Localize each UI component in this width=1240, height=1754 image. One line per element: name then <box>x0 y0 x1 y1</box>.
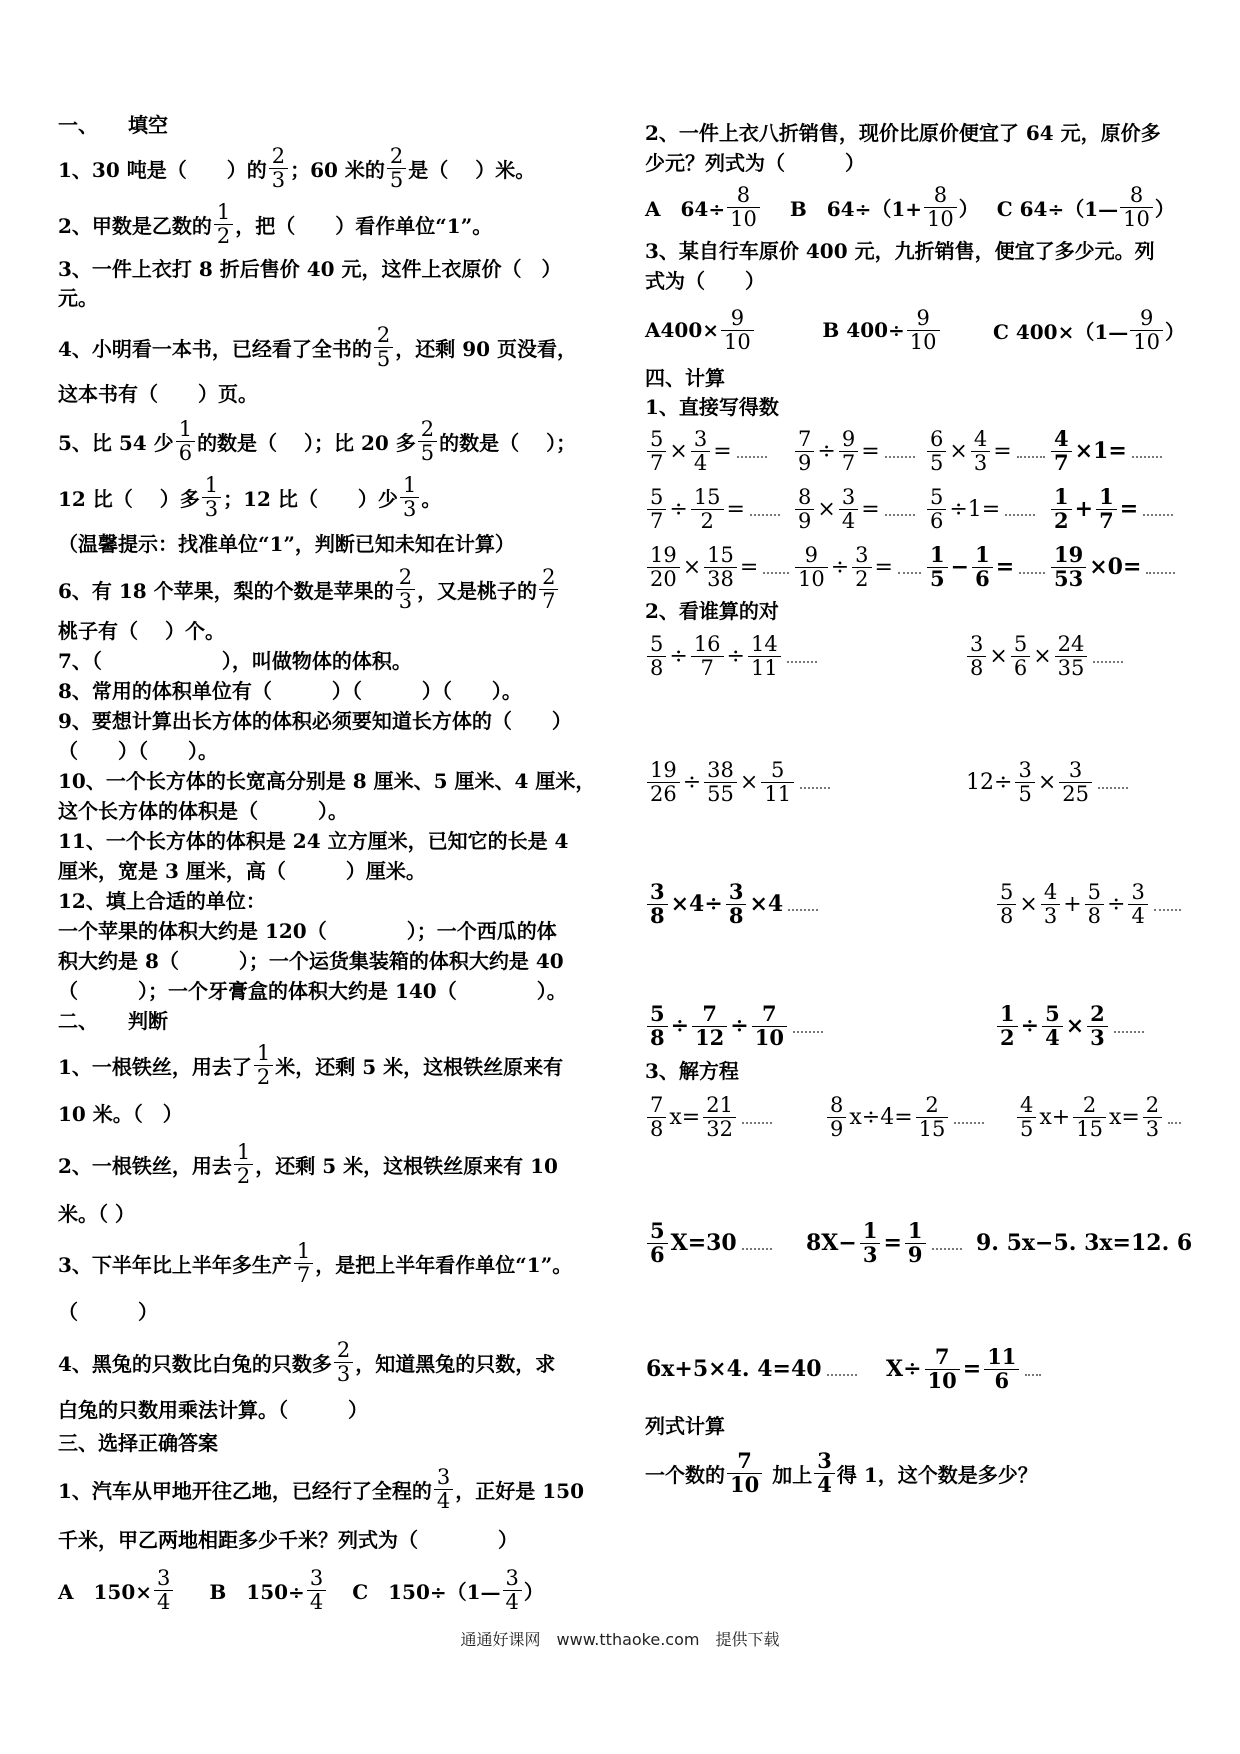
fraction: $\frac{5}{4}$ <box>1042 1003 1063 1048</box>
expression-text: 6x+5×4. 4=40 <box>646 1356 822 1382</box>
expression-text: × <box>949 438 968 464</box>
fraction: 3 4 <box>503 1567 522 1612</box>
fraction: $\frac{3}{8}$ <box>967 633 986 678</box>
answer-dots <box>763 560 789 574</box>
expression-text: ÷ <box>670 1013 690 1039</box>
direct-calc-grid <box>645 422 1185 596</box>
fraction: 7 8 <box>647 1094 666 1139</box>
fraction: 1 3 <box>202 474 221 519</box>
fraction: $\frac{3}{4}$ <box>307 1567 326 1612</box>
expression-text: = <box>861 496 880 522</box>
answer-dots <box>1025 1362 1041 1376</box>
expression <box>645 1356 885 1382</box>
choice-1-options: A 150× $\frac{3}{4}$ B 150÷ $\frac{3}{4}$ C 150÷（1— 3 4 ） <box>58 1566 544 1614</box>
expression <box>925 428 1049 473</box>
fraction: $\frac{15}{38}$ <box>704 544 737 589</box>
fraction: $\frac{3}{8}$ <box>726 881 747 926</box>
expression-text: × <box>1033 643 1052 669</box>
expression-text: = <box>1119 496 1139 522</box>
question-12-line4: （ ）；一个牙膏盒的体积大约是 140（ ）。 <box>58 979 567 1003</box>
answer-dots <box>1098 775 1128 789</box>
choice-2-options: A 64÷ $\frac{8}{10}$ B 64÷（1+ $\frac{8}{10}$ ） C 64÷（1— 8 10 ） <box>645 183 1175 231</box>
choice-2-line2: 少元？列式为（ ） <box>645 151 865 175</box>
question-4-line2: 这本书有（ ）页。 <box>58 382 258 406</box>
question-12-line1: 12、填上合适的单位： <box>58 889 266 913</box>
fraction: 4 5 <box>1017 1094 1036 1139</box>
expression <box>805 1220 975 1265</box>
subsection-equations: 3、解方程 <box>645 1059 739 1083</box>
expression <box>965 759 1165 804</box>
expression-text: − <box>950 554 970 580</box>
judge-4-line1: 4、黑兔的只数比白兔的只数多 2 3 ，知道黑兔的只数，求 <box>58 1338 556 1386</box>
question-4-line1: 4、小明看一本书，已经看了全书的 2 5 ，还剩 90 页没看， <box>58 323 578 371</box>
expression-text: ×4 <box>749 891 784 917</box>
expression <box>1015 1094 1185 1139</box>
fraction: 1 2 <box>254 1042 273 1087</box>
expression-text: x÷4= <box>849 1104 913 1130</box>
option-b: B 64÷（1+ <box>789 196 923 221</box>
expression <box>793 428 925 473</box>
fraction: $\frac{1}{6}$ <box>972 544 993 589</box>
section-calc-title: 四、计算 <box>645 366 725 390</box>
judge-3-line2: （ ） <box>58 1300 158 1324</box>
fraction: $\frac{19}{20}$ <box>647 544 680 589</box>
fraction: $\frac{15}{2}$ <box>691 486 724 531</box>
expression-text: ÷ <box>1020 1013 1040 1039</box>
expression-text: = <box>874 554 893 580</box>
expression-row <box>645 996 1185 1056</box>
question-10-line2: 这个长方体的体积是（ ）。 <box>58 799 348 823</box>
choice-3-line1: 3、某自行车原价 400 元，九折销售，便宜了多少元。列 <box>645 239 1155 263</box>
fraction: $\frac{7}{9}$ <box>795 428 814 473</box>
fraction: $\frac{5}{8}$ <box>997 881 1016 926</box>
fraction: 2 3 <box>396 566 415 611</box>
fraction: $\frac{19}{26}$ <box>647 759 680 804</box>
expression-row <box>645 538 1185 596</box>
fraction: $\frac{21}{32}$ <box>703 1094 736 1139</box>
fraction: $\frac{4}{3}$ <box>971 428 990 473</box>
option-a: A 64÷ <box>645 196 726 221</box>
expression <box>1049 428 1179 473</box>
fraction: $\frac{4}{7}$ <box>1051 428 1072 473</box>
fraction: $\frac{2}{3}$ <box>1143 1094 1162 1139</box>
fraction: $\frac{9}{10}$ <box>721 307 754 352</box>
section-fill-blank-title: 一、 填空 <box>58 113 168 137</box>
answer-dots <box>750 502 780 516</box>
fraction: 2 3 <box>334 1339 353 1384</box>
answer-dots <box>1093 649 1123 663</box>
judge-1-line2: 10 米。（ ） <box>58 1102 183 1126</box>
fraction: $\frac{3}{8}$ <box>647 881 668 926</box>
fraction: $\frac{5}{7}$ <box>647 428 666 473</box>
expression <box>1049 544 1179 589</box>
fraction: $\frac{1}{7}$ <box>1096 486 1117 531</box>
expression-text: X=30 <box>670 1230 737 1256</box>
fraction: 7 10 <box>727 1450 762 1495</box>
section-judge-title: 二、 判断 <box>58 1009 168 1033</box>
fraction: $\frac{14}{11}$ <box>748 633 781 678</box>
left-column <box>58 108 603 1620</box>
right-column <box>645 118 1193 1502</box>
expression-row <box>645 480 1185 538</box>
subsection-word-problem: 列式计算 <box>645 1414 725 1438</box>
fraction: $\frac{38}{55}$ <box>704 759 737 804</box>
expression <box>645 881 995 926</box>
expression-text: ÷ <box>669 496 688 522</box>
fraction: $\frac{7}{10}$ <box>925 1346 960 1391</box>
question-11-line2: 厘米，宽是 3 厘米，高（ ）厘米。 <box>58 859 426 883</box>
expression-text: = <box>739 554 759 580</box>
expression-text: 8X− <box>806 1230 857 1256</box>
fraction: 1 2 <box>1051 486 1072 531</box>
answer-dots <box>932 1236 962 1250</box>
expression-text: ×0= <box>1089 554 1142 580</box>
answer-dots <box>787 649 817 663</box>
expression <box>925 544 1049 589</box>
fraction: $\frac{8}{9}$ <box>795 486 814 531</box>
fraction: $\frac{5}{8}$ <box>1085 881 1104 926</box>
fraction: $\frac{9}{10}$ <box>795 544 828 589</box>
answer-dots <box>954 1110 984 1124</box>
expression-text: = <box>713 438 732 464</box>
fraction: $\frac{5}{6}$ <box>1011 633 1030 678</box>
judge-1-line1: 1、一根铁丝，用去了 1 2 米，还剩 5 米，这根铁丝原来有 <box>58 1041 564 1089</box>
choice-1-line1: 1、汽车从甲地开往乙地，已经行了全程的 3 4 ，正好是 150 <box>58 1465 585 1513</box>
expression-text: ÷ <box>669 643 688 669</box>
fraction: $\frac{3}{2}$ <box>852 544 871 589</box>
fraction: 2 7 <box>539 566 558 611</box>
work-space <box>645 1274 1185 1338</box>
expression-text: × <box>669 438 688 464</box>
fraction: $\frac{1}{9}$ <box>905 1220 926 1265</box>
answer-dots <box>1146 560 1175 574</box>
expression <box>1049 486 1179 531</box>
fraction: 8 9 <box>827 1094 846 1139</box>
expression-row <box>645 1212 1193 1274</box>
answer-dots <box>1154 897 1181 911</box>
fraction: $\frac{24}{35}$ <box>1055 633 1088 678</box>
fraction: 9 10 <box>1130 307 1163 352</box>
fraction: $\frac{3}{4}$ <box>154 1567 173 1612</box>
expression-text: × <box>682 554 702 580</box>
choice-2-line1: 2、一件上衣八折销售，现价比原价便宜了 64 元，原价多 <box>645 121 1161 145</box>
expression-row <box>645 1086 1185 1148</box>
question-1: 1、30 吨是（ ）的 2 3 ；60 米的 2 5 是（ ）米。 <box>58 144 536 192</box>
fraction: $\frac{5}{8}$ <box>647 1003 668 1048</box>
fraction: $\frac{9}{10}$ <box>907 307 940 352</box>
expression-text: ÷ <box>817 438 836 464</box>
expression <box>645 486 793 531</box>
question-3-line2: 元。 <box>58 286 98 310</box>
fraction: 5 6 <box>647 1220 668 1265</box>
expression-text: = <box>993 438 1012 464</box>
expression <box>645 544 793 589</box>
expression-text: ÷ <box>730 1013 749 1039</box>
expression-text: x= <box>669 1104 701 1130</box>
expression-text: × <box>739 769 759 795</box>
fraction: $\frac{1}{3}$ <box>860 1220 881 1265</box>
fraction: 2 5 <box>418 418 437 463</box>
fraction: 1 5 <box>927 544 948 589</box>
expression-row <box>645 626 1185 686</box>
option-c: C 64÷（1— <box>996 196 1119 221</box>
question-11-line1: 11、一个长方体的体积是 24 立方厘米，已知它的长是 4 <box>58 829 569 853</box>
work-space <box>645 812 1185 874</box>
option-c: C 150÷（1— <box>352 1579 501 1604</box>
expression-text: × <box>989 643 1008 669</box>
expression-text: + <box>1074 496 1094 522</box>
equation-grid <box>645 1086 1193 1400</box>
fraction: $\frac{2}{15}$ <box>916 1094 949 1139</box>
fraction: $\frac{1}{2}$ <box>997 1003 1018 1048</box>
fraction: 1 7 <box>294 1240 313 1285</box>
fraction: 3 4 <box>814 1450 835 1495</box>
option-b: B 150÷ <box>209 1579 305 1604</box>
judge-2-line2: 米。（ ） <box>58 1202 135 1226</box>
expression-text: ÷ <box>1107 891 1126 917</box>
expression <box>825 1094 1015 1139</box>
answer-dots <box>885 444 915 458</box>
section-choice-title: 三、选择正确答案 <box>58 1431 218 1455</box>
expression-text: × <box>1037 769 1057 795</box>
fraction: $\frac{3}{4}$ <box>839 486 858 531</box>
hint-text: （温馨提示：找准单位“1”，判断已知未知在计算） <box>58 532 515 556</box>
fraction: 2 5 <box>374 324 393 369</box>
fraction: $\frac{2}{3}$ <box>1087 1003 1108 1048</box>
expression-text: = <box>726 496 745 522</box>
expression-text: = <box>861 438 880 464</box>
expression-text: x+ <box>1039 1104 1071 1130</box>
fraction: $\frac{5}{6}$ <box>927 486 946 531</box>
expression <box>645 1003 995 1048</box>
fraction: $\frac{8}{10}$ <box>727 184 760 229</box>
expression-text: ÷ <box>726 643 745 669</box>
answer-dots <box>788 897 818 911</box>
answer-dots <box>1005 502 1035 516</box>
answer-dots <box>737 444 767 458</box>
fraction: 1 3 <box>400 474 419 519</box>
judge-3-line1: 3、下半年比上半年多生产 1 7 ，是把上半年看作单位“1”。 <box>58 1239 573 1287</box>
fraction: 1 2 <box>214 201 233 246</box>
answer-dots <box>742 1110 772 1124</box>
question-2: 2、甲数是乙数的 1 2 ，把（ ）看作单位“1”。 <box>58 200 493 248</box>
fraction: $\frac{8}{10}$ <box>924 184 957 229</box>
choice-3-line2: 式为（ ） <box>645 269 765 293</box>
question-9-line2: （ ）（ ）。 <box>58 739 218 763</box>
expression <box>793 544 925 589</box>
expression-text: x= <box>1108 1104 1140 1130</box>
fraction: $\frac{7}{12}$ <box>692 1003 727 1048</box>
expression-text: = <box>883 1230 902 1256</box>
fraction: $\frac{5}{7}$ <box>647 486 666 531</box>
question-7: 7、（ ），叫做物体的体积。 <box>58 649 412 673</box>
question-6-line2: 桃子有（ ）个。 <box>58 619 225 643</box>
expression-text: ×1= <box>1074 438 1127 464</box>
question-9-line1: 9、要想计算出长方体的体积必须要知道长方体的（ ） <box>58 709 572 733</box>
fraction: $\frac{16}{7}$ <box>691 633 724 678</box>
word-problem: 一个数的 7 10 加上 3 4 得 1，这个数是多少？ <box>645 1448 1038 1497</box>
fraction: $\frac{3}{4}$ <box>1128 881 1147 926</box>
fraction: 2 3 <box>269 145 288 190</box>
fraction: $\frac{3}{5}$ <box>1015 759 1034 804</box>
subsection-check: 2、看谁算的对 <box>645 599 779 623</box>
footer-credit: 通通好课网 www.tthaoke.com 提供下载 <box>460 1630 780 1649</box>
question-8: 8、常用的体积单位有（ ）（ ）（ ）。 <box>58 679 522 703</box>
answer-dots <box>800 775 830 789</box>
fraction: 1 6 <box>176 418 195 463</box>
expression-row <box>645 874 1185 934</box>
expression <box>645 1094 825 1139</box>
fraction: $\frac{5}{11}$ <box>761 759 794 804</box>
expression <box>645 759 965 804</box>
question-6-line1: 6、有 18 个苹果，梨的个数是苹果的 2 3 ，又是桃子的 2 7 <box>58 562 603 616</box>
fraction: 3 4 <box>434 1466 453 1511</box>
answer-dots <box>793 1019 823 1033</box>
expression-text: ×4÷ <box>670 891 723 917</box>
choice-1-line2: 千米，甲乙两地相距多少千米？列式为（ ） <box>58 1528 518 1552</box>
question-12-line2: 一个苹果的体积大约是 120（ ）；一个西瓜的体 <box>58 919 557 943</box>
expression <box>645 1220 805 1265</box>
choice-3-options: A400× $\frac{9}{10}$ B 400÷ $\frac{9}{10}$ C 400×（1— 9 10 ） <box>645 306 1185 354</box>
expression-row <box>645 752 1185 812</box>
expression <box>925 486 1049 531</box>
answer-dots <box>898 560 921 574</box>
fraction: $\frac{4}{3}$ <box>1041 881 1060 926</box>
fraction: $\frac{7}{10}$ <box>752 1003 787 1048</box>
expression-text: 9. 5x−5. 3x=12. 6 <box>976 1230 1193 1256</box>
expression-text: 12÷ <box>966 769 1013 795</box>
expression <box>645 633 965 678</box>
answer-dots <box>1168 1110 1181 1124</box>
question-5-line2: 12 比（ ）多 1 3 ；12 比（ ）少 1 3 。 <box>58 473 442 521</box>
expression-text: X÷ <box>886 1356 922 1382</box>
expression-row <box>645 1338 1185 1400</box>
fraction: $\frac{19}{53}$ <box>1051 544 1086 589</box>
expression <box>995 1003 1185 1048</box>
expression-text: ÷ <box>682 769 702 795</box>
expression-row <box>645 422 1185 480</box>
fraction: 2 5 <box>387 145 406 190</box>
answer-dots <box>742 1236 772 1250</box>
answer-dots <box>827 1362 857 1376</box>
expression-text: = <box>995 554 1015 580</box>
question-5-line1: 5、比 54 少 1 6 的数是（ ）；比 20 多 2 5 的数是（ ）； <box>58 417 577 465</box>
fraction: 8 10 <box>1120 184 1153 229</box>
expression-text: + <box>1063 891 1082 917</box>
fraction: $\frac{11}{6}$ <box>984 1346 1019 1391</box>
answer-dots <box>885 502 915 516</box>
expression <box>975 1230 1193 1256</box>
work-space <box>645 1148 1185 1212</box>
option-a: A400× <box>645 318 720 342</box>
expression-text: ÷ <box>830 554 850 580</box>
practice-grid <box>645 626 1185 1056</box>
option-c: C 400×（1— <box>992 319 1129 344</box>
expression-text: × <box>817 496 836 522</box>
expression <box>793 486 925 531</box>
question-3-line1: 3、一件上衣打 8 折后售价 40 元，这件上衣原价（ ） <box>58 257 562 281</box>
fraction: $\frac{5}{8}$ <box>647 633 666 678</box>
expression-text: = <box>962 1356 982 1382</box>
answer-dots <box>1132 444 1162 458</box>
option-a: A 150× <box>58 1579 153 1604</box>
work-space <box>645 686 1185 752</box>
expression-text: × <box>1065 1013 1085 1039</box>
expression <box>995 881 1185 926</box>
option-b: B 400÷ <box>822 318 905 342</box>
expression-text: ÷1= <box>949 496 1001 522</box>
expression <box>885 1346 1045 1391</box>
judge-4-line2: 白兔的只数用乘法计算。（ ） <box>58 1398 368 1422</box>
subsection-direct: 1、直接写得数 <box>645 395 779 419</box>
fraction: 1 2 <box>234 1141 253 1186</box>
fraction: $\frac{3}{4}$ <box>691 428 710 473</box>
fraction: $\frac{3}{25}$ <box>1059 759 1092 804</box>
fraction: $\frac{2}{15}$ <box>1073 1094 1106 1139</box>
expression-text: × <box>1019 891 1038 917</box>
answer-dots <box>1114 1019 1144 1033</box>
fraction: $\frac{6}{5}$ <box>927 428 946 473</box>
work-space <box>645 934 1185 996</box>
expression <box>645 428 793 473</box>
fraction: $\frac{9}{7}$ <box>839 428 858 473</box>
answer-dots <box>1017 444 1045 458</box>
answer-dots <box>1143 502 1173 516</box>
answer-dots <box>1019 560 1045 574</box>
question-10-line1: 10、一个长方体的长宽高分别是 8 厘米、5 厘米、4 厘米， <box>58 769 596 793</box>
expression <box>965 633 1165 678</box>
judge-2-line1: 2、一根铁丝，用去 1 2 ，还剩 5 米，这根铁丝原来有 10 <box>58 1140 558 1188</box>
question-12-line3: 积大约是 8（ ）；一个运货集装箱的体积大约是 40 <box>58 949 564 973</box>
